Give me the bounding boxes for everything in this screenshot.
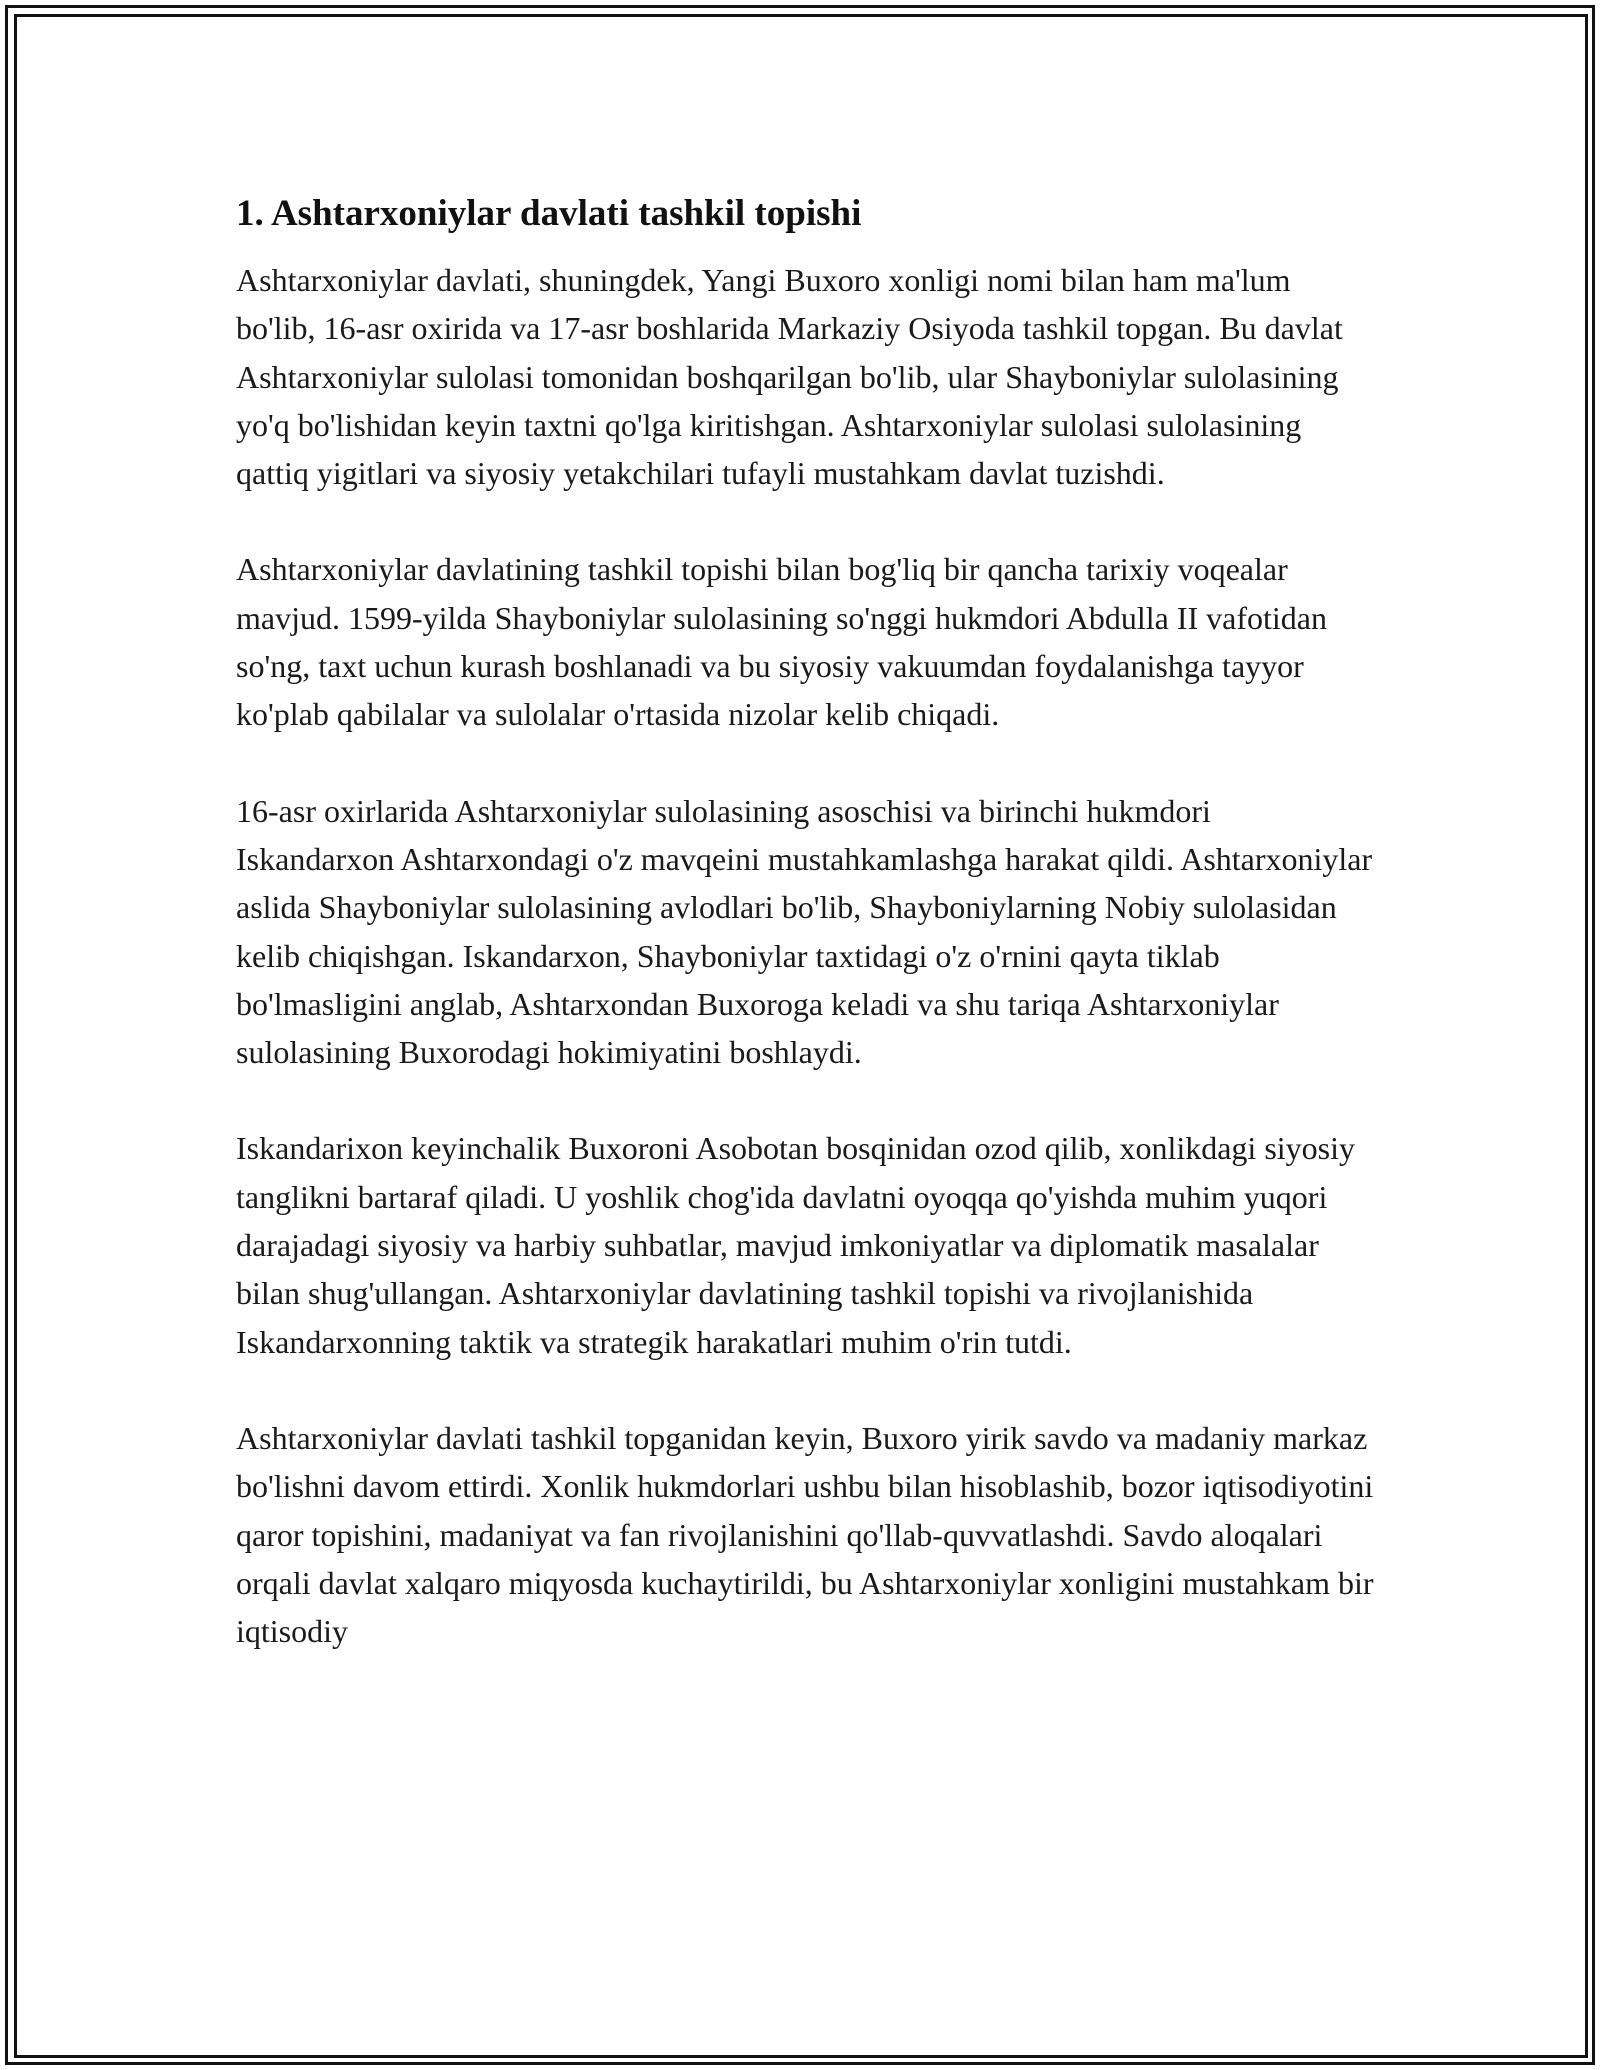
paragraph-5: Ashtarxoniylar davlati tashkil topganidan keyin, Buxoro yirik savdo va madaniy markaz bo'lishni davom ettirdi. Xonlik hukmdorlari ushbu bilan hisoblashib, bozor iqtisodiyotini qaror topishini, madaniyat va fan rivojlanishini qo'llab-quvvatlashdi. Savdo aloqalari orqali davlat xalqaro miqyosda kuchaytirildi, bu Ashtarxoniylar xonligini mustahkam bir iqtisodiy <box>236 1419 1374 1650</box>
paragraph-3: 16-asr oxirlarida Ashtarxoniylar sulolasining asoschisi va birinchi hukmdori Iskandarxon Ashtarxondagi o'z mavqeini mustahkamlashga harakat qildi. Ashtarxoniylar aslida Shayboniylar sulolasining avlodlari bo'lib, Shayboniylarning Nobiy sulolasidan kelib chiqishgan. Iskandarxon, Shayboniylar taxtidagi o'z o'rnini qayta tiklab bo'lmasligini anglab, Ashtarxondan Buxoroga keladi va shu tariqa Ashtarxoniylar sulolasining Buxorodagi hokimiyatini boshlaydi. <box>236 792 1373 1071</box>
section-heading: 1. Ashtarxoniylar davlati tashkil topishi <box>236 193 862 234</box>
paragraph-2: Ashtarxoniylar davlatining tashkil topishi bilan bog'liq bir qancha tarixiy voqealar mavjud. 1599-yilda Shayboniylar sulolasining so'nggi hukmdori Abdulla II vafotidan so'ng, taxt uchun kurash boshlanadi va bu siyosiy vakuumdan foydalanishga tayyor ko'plab qabilalar va sulolalar o'rtasida nizolar kelib chiqadi. <box>236 551 1327 733</box>
document-body <box>236 186 1376 1703</box>
paragraph-1: Ashtarxoniylar davlati, shuningdek, Yangi Buxoro xonligi nomi bilan ham ma'lum bo'lib, 16-asr oxirida va 17-asr boshlarida Markaziy Osiyoda tashkil topgan. Bu davlat Ashtarxoniylar sulolasi tomonidan boshqarilgan bo'lib, ular Shayboniylar sulolasining yo'q bo'lishidan keyin taxtni qo'lga kiritishgan. Ashtarxoniylar sulolasi sulolasining qattiq yigitlari va siyosiy yetakchilari tufayli mustahkam davlat tuzishdi. <box>236 262 1343 492</box>
paragraph-4: Iskandarixon keyinchalik Buxoroni Asobotan bosqinidan ozod qilib, xonlikdagi siyosiy tanglikni bartaraf qiladi. U yoshlik chog'ida davlatni oyoqqa qo'yishda muhim yuqori darajadagi siyosiy va harbiy suhbatlar, mavjud imkoniyatlar va diplomatik masalalar bilan shug'ullangan. Ashtarxoniylar davlatining tashkil topishi va rivojlanishida Iskandarxonning taktik va strategik harakatlari muhim o'rin tutdi. <box>236 1130 1355 1360</box>
